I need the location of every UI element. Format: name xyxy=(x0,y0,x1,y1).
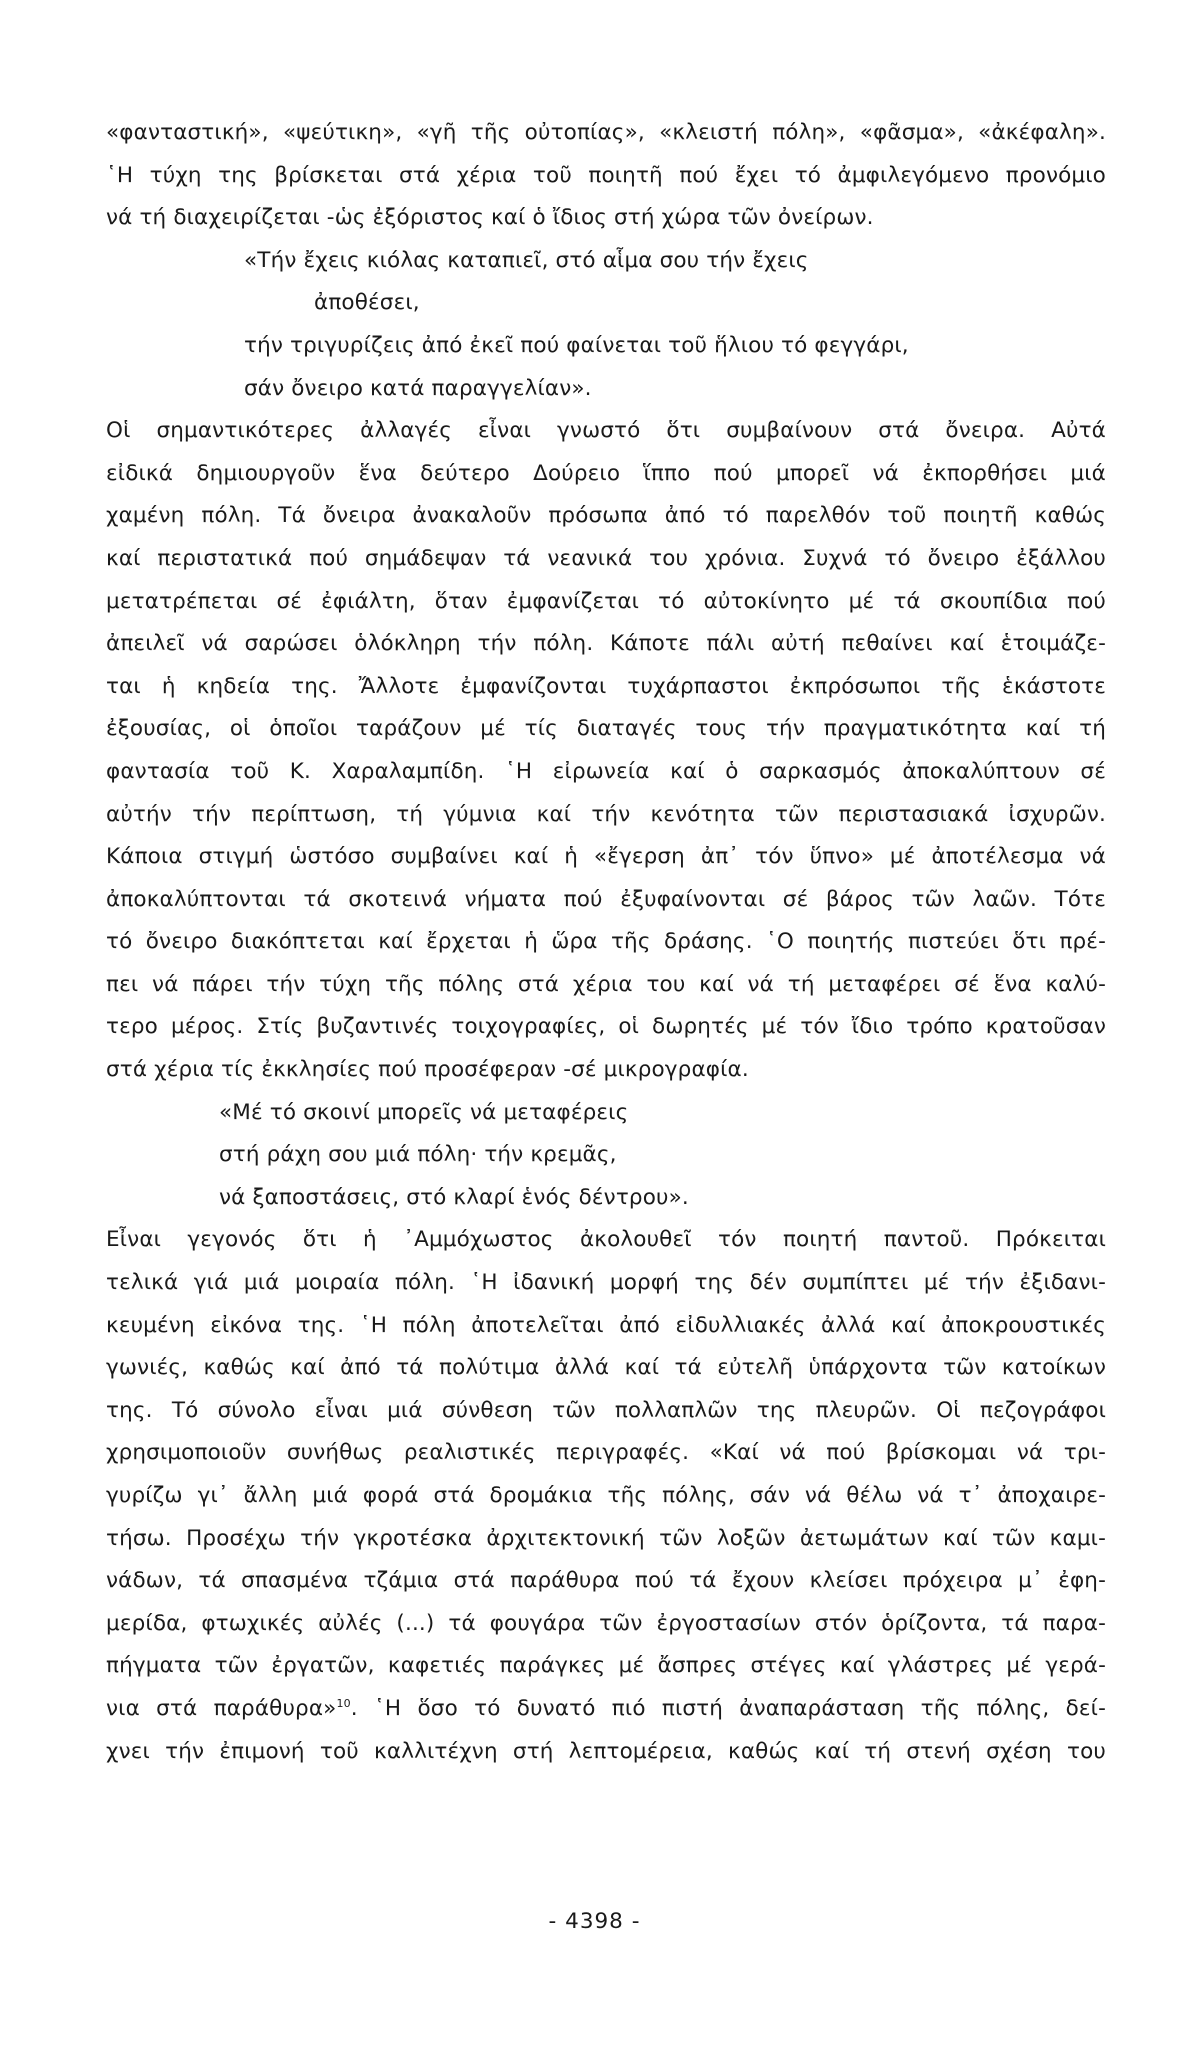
text-line: χνει τήν ἐπιμονή τοῦ καλλιτέχνη στή λεπτομέρεια, καθώς καί τή στενή σχέση του xyxy=(106,1738,1106,1764)
text-line: τήσω. Προσέχω τήν γκροτέσκα ἀρχιτεκτονική τῶν λοξῶν ἀετωμάτων καί τῶν καμι- xyxy=(106,1525,1106,1551)
text-line-with-footnote xyxy=(106,1688,1106,1731)
text-line: ἀποκαλύπτονται τά σκοτεινά νήματα πού ἐξυφαίνονται σέ βάρος τῶν λαῶν. Τότε xyxy=(106,886,1106,912)
text-line: Κάποια στιγμή ὡστόσο συμβαίνει καί ἡ «ἔγερση ἀπ᾽ τόν ὕπνο» μέ ἀποτέλεσμα νά xyxy=(106,844,1106,870)
text-line: «φανταστική», «ψεύτικη», «γῆ τῆς οὐτοπίας», «κλειστή πόλη», «φᾶσμα», «ἀκέφαλη». xyxy=(106,120,1106,145)
text-line: καί περιστατικά πού σημάδεψαν τά νεανικά του χρόνια. Συχνά τό ὄνειρο ἐξάλλου xyxy=(106,545,1106,571)
text-line: τερο μέρος. Στίς βυζαντινές τοιχογραφίες, οἱ δωρητές μέ τόν ἴδιο τρόπο κρατοῦσαν xyxy=(106,1014,1106,1040)
text-line: κευμένη εἰκόνα της. ῾Η πόλη ἀποτελεῖται ἀπό εἰδυλλιακές ἀλλά καί ἀποκρουστικές xyxy=(106,1312,1106,1338)
footnote-reference[interactable]: 10 xyxy=(336,1696,351,1710)
quote-line: ἀποθέσει, xyxy=(314,290,420,316)
text-line: αὐτήν τήν περίπτωση, τή γύμνια καί τήν κενότητα τῶν περιστασιακά ἰσχυρῶν. xyxy=(106,801,1106,827)
text-line: πήγματα τῶν ἐργατῶν, καφετιές παράγκες μέ ἄσπρες στέγες καί γλάστρες μέ γερά- xyxy=(106,1653,1106,1679)
text-line: στά χέρια τίς ἐκκλησίες πού προσέφεραν -σέ μικρογραφία. xyxy=(106,1057,749,1083)
quote-line: σάν ὄνειρο κατά παραγγελίαν». xyxy=(244,375,592,401)
quote-line: «Τήν ἔχεις κιόλας καταπιεῖ, στό αἷμα σου τήν ἔχεις xyxy=(244,247,809,273)
document-page xyxy=(106,112,1106,1773)
text-line: χρησιμοποιοῦν συνήθως ρεαλιστικές περιγραφές. «Καί νά πού βρίσκομαι νά τρι- xyxy=(106,1440,1106,1466)
text-line: ἀπειλεῖ νά σαρώσει ὁλόκληρη τήν πόλη. Κάποτε πάλι αὐτή πεθαίνει καί ἑτοιμάζε- xyxy=(106,631,1106,657)
text-fragment: . ῾Η ὅσο τό δυνατό πιό πιστή ἀναπαράσταση τῆς πόλης, δεί- xyxy=(350,1695,1106,1721)
text-line: τελικά γιά μιά μοιραία πόλη. ῾Η ἰδανική μορφή της δέν συμπίπτει μέ τήν ἐξιδανι- xyxy=(106,1270,1106,1296)
text-line: μερίδα, φτωχικές αὐλές (...) τά φουγάρα τῶν ἐργοστασίων στόν ὁρίζοντα, τά παρα- xyxy=(106,1610,1106,1636)
text-line: εἰδικά δημιουργοῦν ἕνα δεύτερο Δούρειο ἵππο πού μπορεῖ νά ἐκπορθήσει μιά xyxy=(106,460,1106,486)
text-line: ἐξουσίας, οἱ ὁποῖοι ταράζουν μέ τίς διαταγές τους τήν πραγματικότητα καί τή xyxy=(106,716,1106,742)
text-fragment: νια στά παράθυρα» xyxy=(106,1695,337,1721)
text-line: φαντασία τοῦ Κ. Χαραλαμπίδη. ῾Η εἰρωνεία καί ὁ σαρκασμός ἀποκαλύπτουν σέ xyxy=(106,758,1106,784)
text-line: πει νά πάρει τήν τύχη τῆς πόλης στά χέρια του καί νά τή μεταφέρει σέ ἕνα καλύ- xyxy=(106,971,1106,997)
text-line: Οἱ σημαντικότερες ἀλλαγές εἶναι γνωστό ὅτι συμβαίνουν στά ὄνειρα. Αὐτά xyxy=(106,418,1106,444)
quote-line: στή ράχη σου μιά πόλη· τήν κρεμᾶς, xyxy=(219,1142,617,1168)
text-line: γυρίζω γι᾽ ἄλλη μιά φορά στά δρομάκια τῆς πόλης, σάν νά θέλω νά τ᾽ ἀποχαιρε- xyxy=(106,1483,1106,1508)
page-number: - 4398 - xyxy=(548,1909,641,1934)
text-line: τό ὄνειρο διακόπτεται καί ἔρχεται ἡ ὥρα τῆς δράσης. ῾Ο ποιητής πιστεύει ὅτι πρέ- xyxy=(106,929,1106,955)
quote-line: τήν τριγυρίζεις ἀπό ἐκεῖ πού φαίνεται τοῦ ἥλιου τό φεγγάρι, xyxy=(244,332,909,358)
text-line: ῾Η τύχη της βρίσκεται στά χέρια τοῦ ποιητῆ πού ἔχει τό ἀμφιλεγόμενο προνόμιο xyxy=(106,162,1106,188)
quote-line: νά ξαποστάσεις, στό κλαρί ἑνός δέντρου». xyxy=(219,1184,689,1210)
text-line: της. Τό σύνολο εἶναι μιά σύνθεση τῶν πολλαπλῶν της πλευρῶν. Οἱ πεζογράφοι xyxy=(106,1397,1106,1423)
quote-line: «Μέ τό σκοινί μπορεῖς νά μεταφέρεις xyxy=(219,1099,629,1125)
text-line: γωνιές, καθώς καί ἀπό τά πολύτιμα ἀλλά καί τά εὐτελῆ ὑπάρχοντα τῶν κατοίκων xyxy=(106,1355,1106,1381)
text-line: ται ἡ κηδεία της. Ἄλλοτε ἐμφανίζονται τυχάρπαστοι ἐκπρόσωποι τῆς ἑκάστοτε xyxy=(106,673,1106,699)
text-line: χαμένη πόλη. Τά ὄνειρα ἀνακαλοῦν πρόσωπα ἀπό τό παρελθόν τοῦ ποιητῆ καθώς xyxy=(106,503,1106,529)
text-line: νά τή διαχειρίζεται -ὡς ἐξόριστος καί ὁ ἴδιος στή χώρα τῶν ὀνείρων. xyxy=(106,205,874,231)
text-line: μετατρέπεται σέ ἐφιάλτη, ὅταν ἐμφανίζεται τό αὐτοκίνητο μέ τά σκουπίδια πού xyxy=(106,588,1106,614)
text-line: νάδων, τά σπασμένα τζάμια στά παράθυρα πού τά ἔχουν κλείσει πρόχειρα μ᾽ ἐφη- xyxy=(106,1568,1106,1594)
text-line: Εἶναι γεγονός ὅτι ἡ ᾿Αμμόχωστος ἀκολουθεῖ τόν ποιητή παντοῦ. Πρόκειται xyxy=(106,1227,1106,1253)
